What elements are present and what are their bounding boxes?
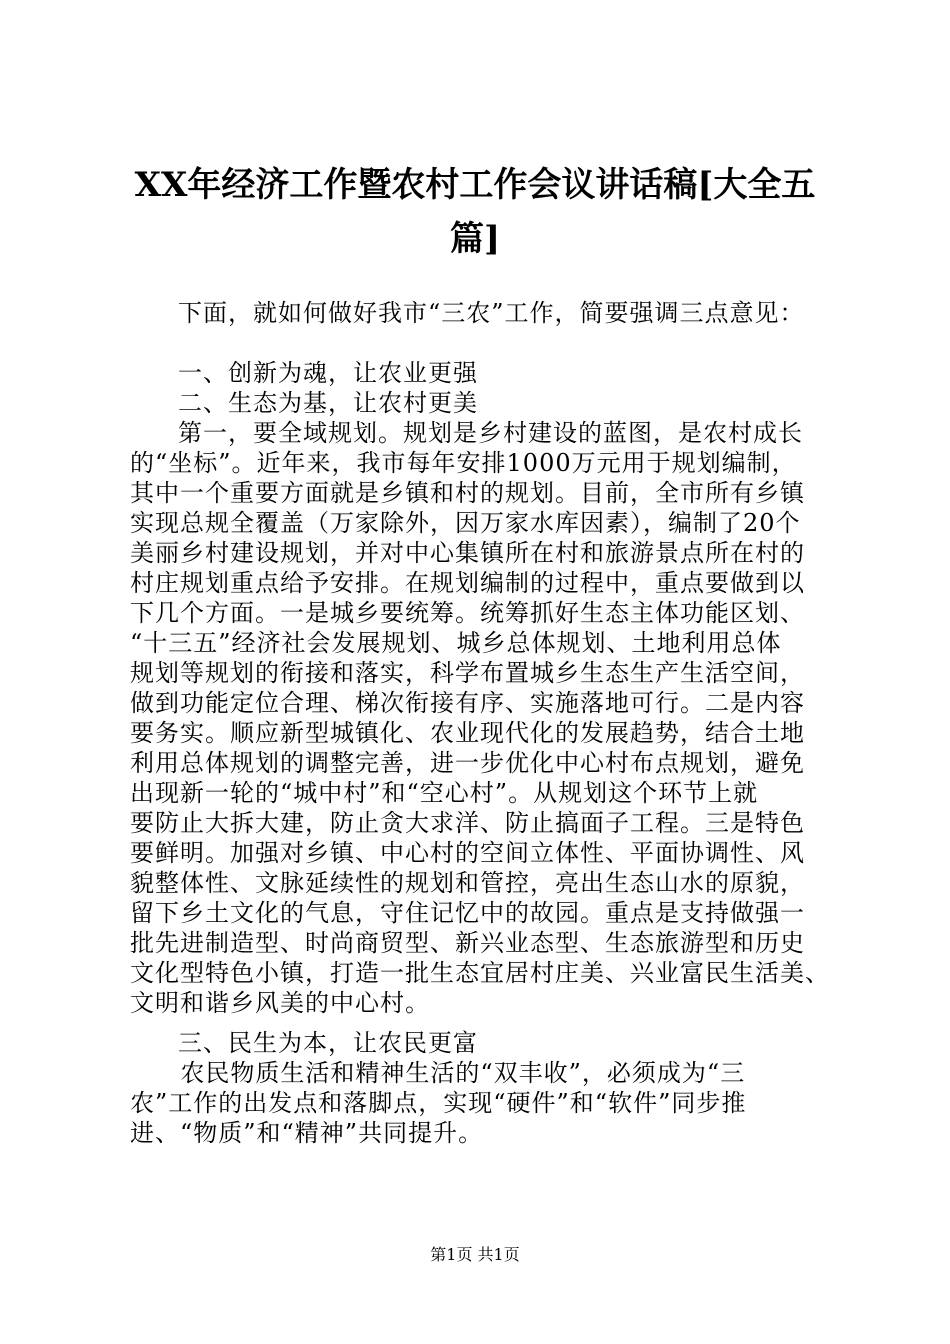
section-heading-3: 三、民生为本，让农民更富 [178, 1029, 478, 1057]
title-line-2: 篇] [449, 219, 501, 259]
paragraph-line: 农民物质生活和精神生活的“双丰收”，必须成为“三 [180, 1059, 746, 1087]
paragraph-line: 农”工作的出发点和落脚点，实现“硬件”和“软件”同步推 [130, 1089, 747, 1117]
main-paragraph [130, 418, 830, 1018]
paragraph-line: 第一，要全域规划。规划是乡村建设的蓝图，是农村成长 [178, 419, 803, 447]
paragraph-line: 要防止大拆大建，防止贪大求洋、防止搞面子工程。三是特色 [130, 809, 805, 837]
paragraph-line: 村庄规划重点给予安排。在规划编制的过程中，重点要做到以 [130, 569, 805, 597]
section-heading-1: 一、创新为魂，让农业更强 [178, 359, 478, 387]
paragraph-line: 要鲜明。加强对乡镇、中心村的空间立体性、平面协调性、风 [130, 839, 805, 867]
paragraph-line: 批先进制造型、时尚商贸型、新兴业态型、生态旅游型和历史 [130, 929, 805, 957]
paragraph-line: 貌整体性、文脉延续性的规划和管控，亮出生态山水的原貌， [130, 869, 805, 897]
paragraph-line: “十三五”经济社会发展规划、城乡总体规划、土地利用总体 [130, 629, 782, 657]
paragraph-line: 实现总规全覆盖（万家除外，因万家水库因素），编制了20个 [130, 509, 801, 537]
paragraph-line: 留下乡土文化的气息，守住记忆中的故园。重点是支持做强一 [130, 899, 805, 927]
paragraph-line: 其中一个重要方面就是乡镇和村的规划。目前，全市所有乡镇 [130, 479, 805, 507]
section-heading-2: 二、生态为基，让农村更美 [178, 389, 478, 417]
paragraph-line: 美丽乡村建设规划，并对中心集镇所在村和旅游景点所在村的 [130, 539, 805, 567]
paragraph-line: 出现新一轮的“城中村”和“空心村”。从规划这个环节上就 [130, 779, 759, 807]
page-footer: 第1页 共1页 [430, 1245, 520, 1264]
paragraph-line: 的“坐标”。近年来，我市每年安排1000万元用于规划编制， [130, 449, 797, 477]
paragraph-line: 利用总体规划的调整完善，进一步优化中心村布点规划，避免 [130, 749, 805, 777]
paragraph-line: 做到功能定位合理、梯次衔接有序、实施落地可行。二是内容 [130, 689, 805, 717]
title-line-1: XX年经济工作暨农村工作会议讲话稿[大全五 [134, 165, 816, 205]
paragraph-line: 文明和谐乡风美的中心村。 [130, 989, 430, 1017]
paragraph-line: 规划等规划的衔接和落实，科学布置城乡生态生产生活空间， [130, 659, 805, 687]
paragraph-line: 进、“物质”和“精神”共同提升。 [130, 1119, 484, 1147]
paragraph-line: 文化型特色小镇，打造一批生态宜居村庄美、兴业富民生活美、 [130, 959, 830, 987]
intro-paragraph: 下面，就如何做好我市“三农”工作，简要强调三点意见： [178, 299, 805, 327]
paragraph-line: 下几个方面。一是城乡要统筹。统筹抓好生态主体功能区划、 [130, 599, 805, 627]
paragraph-line: 要务实。顺应新型城镇化、农业现代化的发展趋势，结合土地 [130, 719, 805, 747]
document-title [95, 158, 855, 266]
closing-paragraph [130, 1058, 830, 1148]
